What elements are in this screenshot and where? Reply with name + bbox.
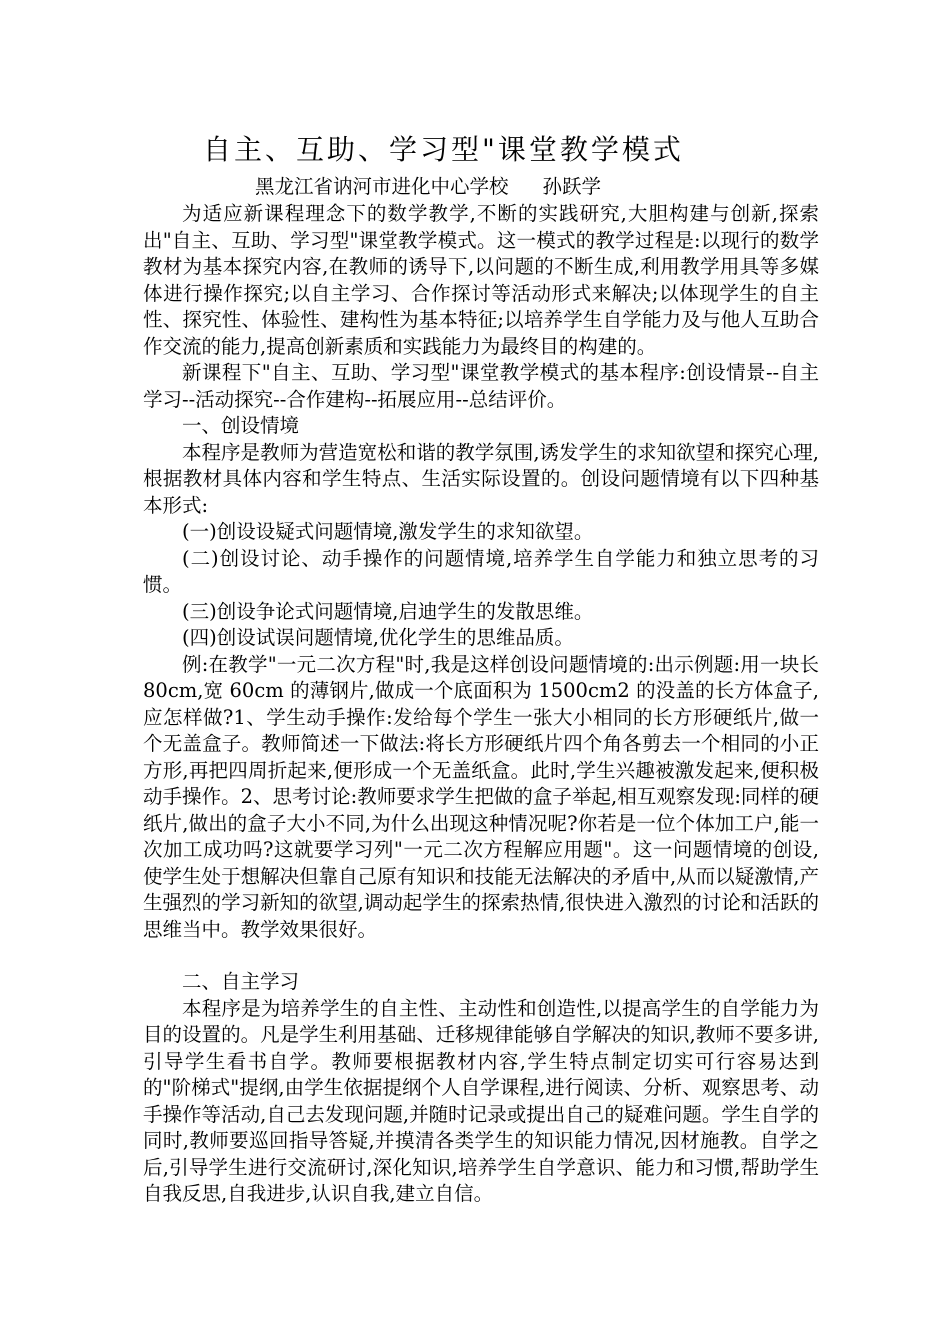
paragraph-procedure: 新课程下"自主、互助、学习型"课堂教学模式的基本程序:创设情景--自主学习--活动探究--合作建构--拓展应用--总结评价。 xyxy=(143,361,819,411)
paragraph-intro: 为适应新课程理念下的数学教学,不断的实践研究,大胆构建与创新,探索出"自主、互助、学习型"课堂教学模式。这一模式的教学过程是:以现行的数学教材为基本探究内容,在教师的诱导下,以问题的不断生成,利用教学用具等多媒体进行操作探究;以自主学习、合作探讨等活动形式来解决;以体现学生的自主性、探究性、体验性、建构性为基本特征;以培养学生自学能力及与他人互助合作交流的能力,提高创新素质和实践能力为最终目的构建的。 xyxy=(143,202,819,358)
list-item-4: (四)创设试误问题情境,优化学生的思维品质。 xyxy=(182,626,574,649)
byline-school: 黑龙江省讷河市进化中心学校 xyxy=(255,175,509,198)
paragraph-example: 例:在教学"一元二次方程"时,我是这样创设问题情境的:出示例题:用一块长 80cm,宽 60cm 的薄钢片,做成一个底面积为 1500cm2 的没盖的长方体盒子,应怎样做?1、学生动手操作:发给每个学生一张大小相同的长方形硬纸片,做一个无盖盒子。教师简述一下做法:将长方形硬纸片四个角各剪去一个相同的小正方形,再把四周折起来,便形成一个无盖纸盒。此时,学生兴趣被激发起来,便积极动手操作。2、思考讨论:教师要求学生把做的盒子举起,相互观察发现:同样的硬纸片,做出的盒子大小不同,为什么出现这种情况呢?你若是一位个体加工户,能一次加工成功吗?这就要学习列"一元二次方程解应用题"。这一问题情境的创设,使学生处于想解决但靠自己原有知识和技能无法解决的矛盾中,从而以疑激情,产生强烈的学习新知的欲望,调动起学生的探索热情,很快进入激烈的讨论和活跃的思维当中。教学效果很好。 xyxy=(143,652,819,941)
document-title: 自主、互助、学习型"课堂教学模式 xyxy=(203,133,684,166)
paragraph-section-2: 本程序是为培养学生的自主性、主动性和创造性,以提高学生的自学能力为目的设置的。凡是学生利用基础、迁移规律能够自学解决的知识,教师不要多讲,引导学生看书自学。教师要根据教材内容,学生特点制定切实可行容易达到的"阶梯式"提纲,由学生依据提纲个人自学课程,进行阅读、分析、观察思考、动手操作等活动,自己去发现问题,并随时记录或提出自己的疑难问题。学生自学的同时,教师要巡回指导答疑,并摸清各类学生的知识能力情况,因材施教。自学之后,引导学生进行交流研讨,深化知识,培养学生自学意识、能力和习惯,帮助学生自我反思,自我进步,认识自我,建立自信。 xyxy=(143,996,819,1205)
list-item-2: (二)创设讨论、动手操作的问题情境,培养学生自学能力和独立思考的习惯。 xyxy=(143,546,819,596)
paragraph-section-1: 本程序是教师为营造宽松和谐的教学氛围,诱发学生的求知欲望和探究心理,根据教材具体内容和学生特点、生活实际设置的。创设问题情境有以下四种基本形式: xyxy=(143,440,819,517)
section-heading-1: 一、创设情境 xyxy=(182,414,300,437)
byline-author: 孙跃学 xyxy=(542,175,602,198)
document-body xyxy=(143,201,819,1208)
byline xyxy=(255,172,601,202)
section-heading-2: 二、自主学习 xyxy=(182,970,300,993)
list-item-3: (三)创设争论式问题情境,启迪学生的发散思维。 xyxy=(182,599,594,623)
list-item-1: (一)创设设疑式问题情境,激发学生的求知欲望。 xyxy=(182,520,594,543)
